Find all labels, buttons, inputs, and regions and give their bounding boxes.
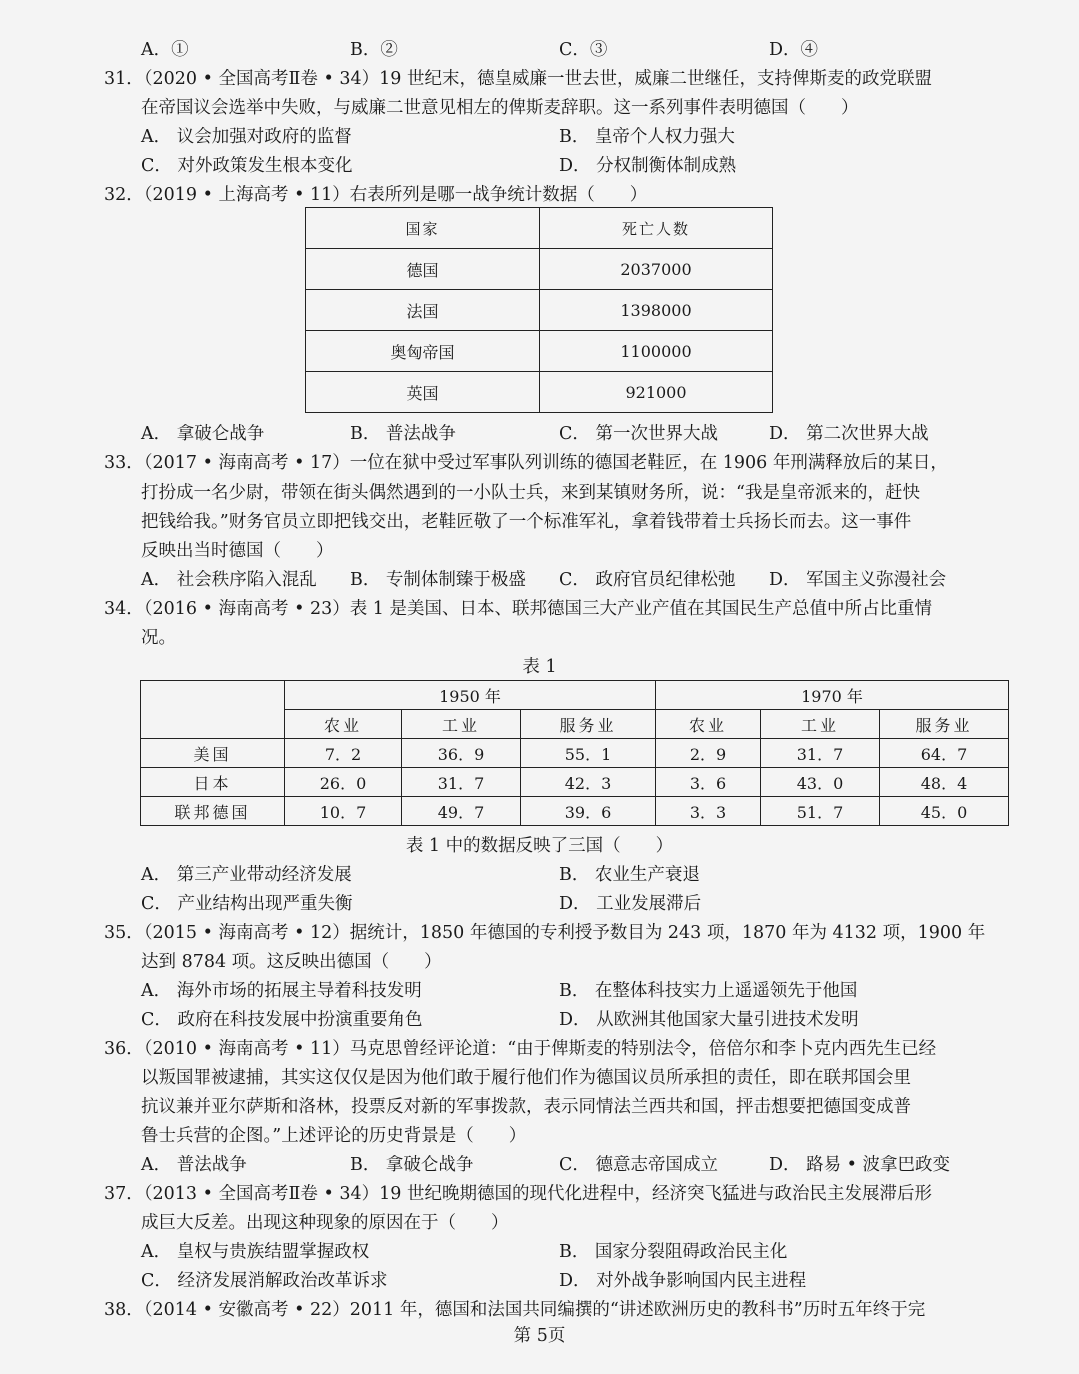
option-b: B． 皇帝个人权力强大	[559, 127, 735, 147]
question-31-line: 31．（2020 • 全国高考Ⅱ卷 • 34）19 世纪末，德皇威廉一世去世，威廉二世继任，支持俾斯麦的政党联盟	[104, 69, 932, 89]
value-cell: 49．7	[402, 797, 521, 826]
country-cell: 联邦德国	[141, 797, 285, 826]
sector-header: 农业	[285, 710, 402, 739]
country-cell: 德国	[306, 249, 540, 290]
table-row	[306, 372, 773, 413]
value-cell: 2．9	[656, 739, 761, 768]
option-b: B． 普法战争	[350, 424, 456, 444]
table-caption: 表 1 中的数据反映了三国（ ）	[405, 836, 674, 856]
question-36-line: 抗议兼并亚尔萨斯和洛林，投票反对新的军事拨款，表示同情法兰西共和国，抨击想要把德国变成普	[141, 1097, 911, 1117]
table-row	[141, 768, 1009, 797]
option-c: C． 产业结构出现严重失衡	[141, 894, 353, 914]
sector-header: 服务业	[521, 710, 656, 739]
option-b: B． 在整体科技实力上遥遥领先于他国	[559, 981, 858, 1001]
option-d: D． 第二次世界大战	[769, 424, 929, 444]
value-cell: 921000	[540, 372, 773, 413]
sector-header: 工业	[761, 710, 880, 739]
sector-header: 服务业	[880, 710, 1009, 739]
value-cell: 31．7	[761, 739, 880, 768]
option-d: D． 分权制衡体制成熟	[559, 156, 737, 176]
value-cell: 43．0	[761, 768, 880, 797]
value-cell: 3．3	[656, 797, 761, 826]
table-header-row	[141, 681, 1009, 710]
option-c: C． 政府官员纪律松弛	[559, 570, 736, 590]
option-a: A．①	[141, 40, 189, 60]
page-number: 第 5页	[513, 1326, 566, 1346]
option-c: C． 政府在科技发展中扮演重要角色	[141, 1010, 423, 1030]
year-header: 1950 年	[285, 681, 656, 710]
question-33-line: 把钱给我。”财务官员立即把钱交出，老鞋匠敬了一个标准军礼，拿着钱带着士兵扬长而去。这一事件	[141, 512, 912, 532]
question-34-line: 34．（2016 • 海南高考 • 23）表 1 是美国、日本、联邦德国三大产业产值在其国民生产总值中所占比重情	[104, 599, 932, 619]
value-cell: 55．1	[521, 739, 656, 768]
question-37-line: 成巨大反差。出现这种现象的原因在于（ ）	[141, 1213, 509, 1233]
option-a: A． 社会秩序陷入混乱	[141, 570, 317, 590]
value-cell: 45．0	[880, 797, 1009, 826]
option-d: D． 路易 • 波拿巴政变	[769, 1155, 951, 1175]
value-cell: 42．3	[521, 768, 656, 797]
question-37-line: 37．（2013 • 全国高考Ⅱ卷 • 34）19 世纪晚期德国的现代化进程中，经济突飞猛进与政治民主发展滞后形	[104, 1184, 932, 1204]
value-cell: 1100000	[540, 331, 773, 372]
option-a: A． 拿破仑战争	[141, 424, 265, 444]
table-header-row	[306, 208, 773, 249]
corner-cell	[141, 681, 285, 739]
country-cell: 奥匈帝国	[306, 331, 540, 372]
table-title: 表 1	[522, 657, 557, 677]
header-cell: 死亡人数	[540, 208, 773, 249]
table-row	[306, 249, 773, 290]
question-34-line: 况。	[141, 628, 176, 648]
option-d: D． 工业发展滞后	[559, 894, 702, 914]
question-33-line: 33．（2017 • 海南高考 • 17）一位在狱中受过军事队列训练的德国老鞋匠，在 1906 年刑满释放后的某日，	[104, 453, 948, 473]
question-35-line: 达到 8784 项。这反映出德国（ ）	[141, 952, 442, 972]
value-cell: 26．0	[285, 768, 402, 797]
option-c: C． 对外政策发生根本变化	[141, 156, 353, 176]
option-b: B． 专制体制臻于极盛	[350, 570, 526, 590]
table-row	[306, 331, 773, 372]
question-32-line: 32．（2019 • 上海高考 • 11）右表所列是哪一战争统计数据（ ）	[104, 185, 648, 205]
option-b: B． 拿破仑战争	[350, 1155, 474, 1175]
option-c: C．③	[559, 40, 608, 60]
option-b: B．②	[350, 40, 398, 60]
question-31-line: 在帝国议会选举中失败，与威廉二世意见相左的俾斯麦辞职。这一系列事件表明德国（ ）	[141, 98, 859, 118]
option-d: D． 军国主义弥漫社会	[769, 570, 947, 590]
option-a: A． 皇权与贵族结盟掌握政权	[141, 1242, 370, 1262]
value-cell: 36．9	[402, 739, 521, 768]
question-36-line: 36．（2010 • 海南高考 • 11）马克思曾经评论道：“由于俾斯麦的特别法令，倍倍尔和李卜克内西先生已经	[104, 1039, 937, 1059]
option-b: B． 农业生产衰退	[559, 865, 700, 885]
value-cell: 3．6	[656, 768, 761, 797]
question-33-line: 反映出当时德国（ ）	[141, 541, 334, 561]
value-cell: 64．7	[880, 739, 1009, 768]
sector-header: 农业	[656, 710, 761, 739]
option-d: D． 从欧洲其他国家大量引进技术发明	[559, 1010, 859, 1030]
option-d: D．④	[769, 40, 819, 60]
question-36-line: 鲁士兵营的企图。”上述评论的历史背景是（ ）	[141, 1126, 527, 1146]
question-33-line: 打扮成一名少尉，带领在街头偶然遇到的一小队士兵，来到某镇财务所，说：“我是皇帝派来的，赶快	[141, 483, 920, 503]
industry-share-table	[140, 680, 1009, 826]
value-cell: 1398000	[540, 290, 773, 331]
option-b: B． 国家分裂阻碍政治民主化	[559, 1242, 788, 1262]
table-row	[141, 797, 1009, 826]
country-cell: 英国	[306, 372, 540, 413]
option-a: A． 普法战争	[141, 1155, 247, 1175]
value-cell: 10．7	[285, 797, 402, 826]
question-38-line: 38．（2014 • 安徽高考 • 22）2011 年，德国和法国共同编撰的“讲述欧洲历史的教科书”历时五年终于完	[104, 1300, 926, 1320]
table-row	[141, 739, 1009, 768]
table-row	[306, 290, 773, 331]
option-c: C． 德意志帝国成立	[559, 1155, 718, 1175]
sector-header: 工业	[402, 710, 521, 739]
option-a: A． 议会加强对政府的监督	[141, 127, 352, 147]
country-cell: 日本	[141, 768, 285, 797]
death-toll-table	[305, 207, 773, 413]
country-cell: 美国	[141, 739, 285, 768]
option-a: A． 第三产业带动经济发展	[141, 865, 352, 885]
option-d: D． 对外战争影响国内民主进程	[559, 1271, 807, 1291]
header-cell: 国家	[306, 208, 540, 249]
value-cell: 39．6	[521, 797, 656, 826]
country-cell: 法国	[306, 290, 540, 331]
option-c: C． 第一次世界大战	[559, 424, 718, 444]
option-a: A． 海外市场的拓展主导着科技发明	[141, 981, 422, 1001]
value-cell: 2037000	[540, 249, 773, 290]
option-c: C． 经济发展消解政治改革诉求	[141, 1271, 388, 1291]
value-cell: 48．4	[880, 768, 1009, 797]
question-36-line: 以叛国罪被逮捕，其实这仅仅是因为他们敢于履行他们作为德国议员所承担的责任，即在联邦国会里	[141, 1068, 911, 1088]
value-cell: 31．7	[402, 768, 521, 797]
value-cell: 51．7	[761, 797, 880, 826]
question-35-line: 35．（2015 • 海南高考 • 12）据统计，1850 年德国的专利授予数目为 243 项，1870 年为 4132 项，1900 年	[104, 923, 986, 943]
value-cell: 7．2	[285, 739, 402, 768]
year-header: 1970 年	[656, 681, 1009, 710]
